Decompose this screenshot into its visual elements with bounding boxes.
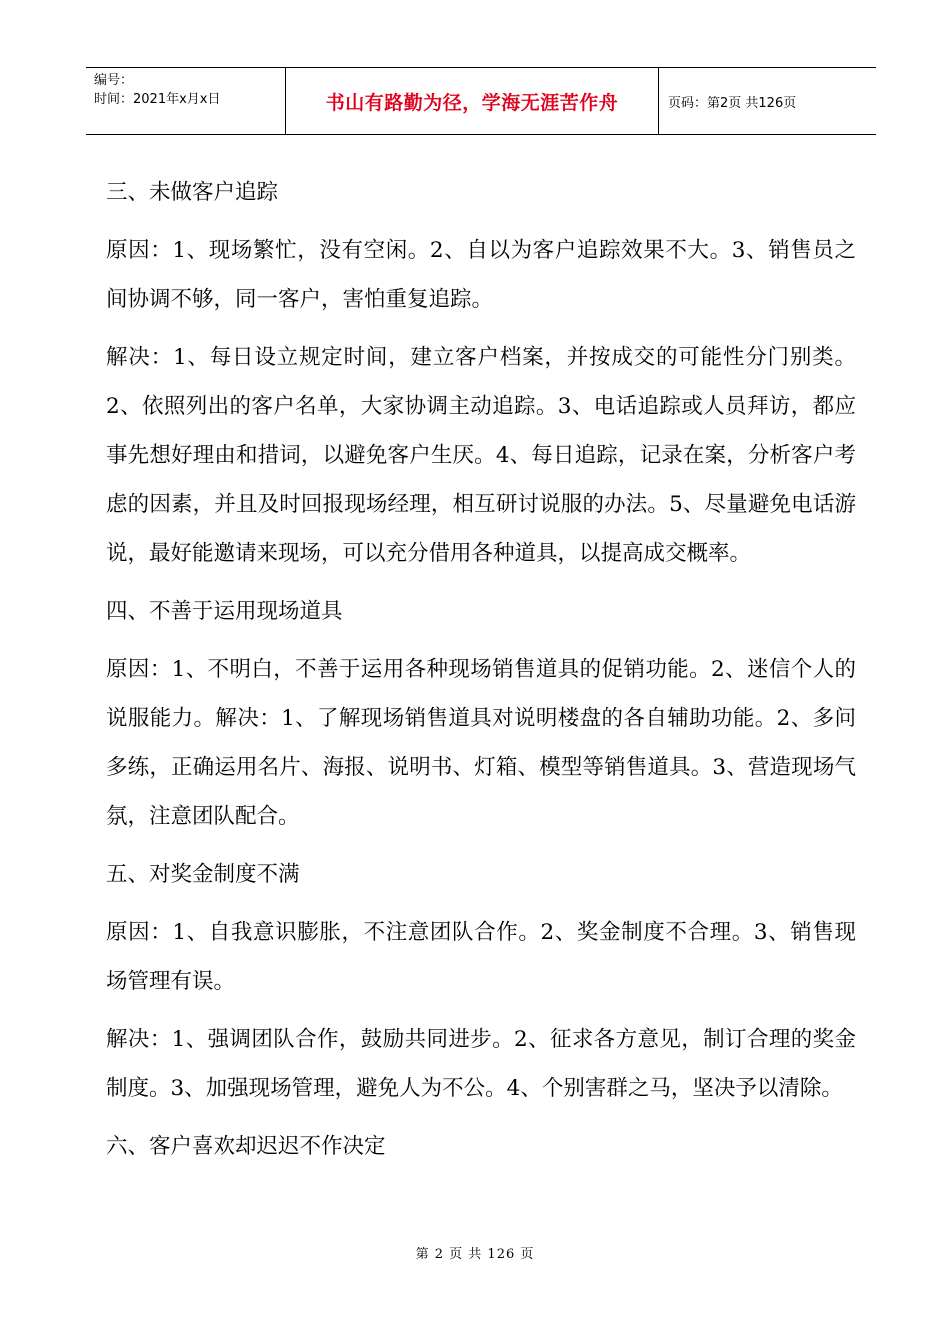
section-heading: 三、未做客户追踪: [106, 180, 279, 205]
section-heading: 四、不善于运用现场道具: [106, 599, 343, 624]
page-header: [86, 67, 876, 135]
serial-label: 编号：: [94, 73, 134, 88]
paragraph: 原因：1、现场繁忙，没有空闲。2、自以为客户追踪效果不大。3、销售员之间协调不够，同一客户，害怕重复追踪。: [106, 238, 856, 312]
time-label: 时间：2021年x月x日: [94, 92, 221, 107]
section-heading: 五、对奖金制度不满: [106, 862, 300, 887]
page-footer: 第 2 页 共 126 页: [415, 1247, 535, 1262]
header-meta: [86, 68, 286, 134]
paragraph: 解决：1、每日设立规定时间，建立客户档案，并按成交的可能性分门别类。2、依照列出的客户名单，大家协调主动追踪。3、电话追踪或人员拜访，都应事先想好理由和措词，以避免客户生厌。4、每日追踪，记录在案，分析客户考虑的因素，并且及时回报现场经理，相互研讨说服的办法。5、尽量避免电话游说，最好能邀请来现场，可以充分借用各种道具，以提高成交概率。: [106, 345, 856, 566]
header-motto: 书山有路勤为径，学海无涯苦作舟: [286, 68, 659, 134]
paragraph: 原因：1、自我意识膨胀，不注意团队合作。2、奖金制度不合理。3、销售现场管理有误。: [106, 920, 856, 994]
document-body: [106, 168, 856, 1180]
paragraph: 解决：1、强调团队合作，鼓励共同进步。2、征求各方意见，制订合理的奖金制度。3、加强现场管理，避免人为不公。4、个别害群之马，坚决予以清除。: [106, 1027, 856, 1101]
paragraph: 原因：1、不明白，不善于运用各种现场销售道具的促销功能。2、迷信个人的说服能力。解决：1、了解现场销售道具对说明楼盘的各自辅助功能。2、多问多练，正确运用名片、海报、说明书、灯箱、模型等销售道具。3、营造现场气氛，注意团队配合。: [106, 657, 856, 829]
header-page-info: 页码：第2页 共126页: [668, 95, 797, 111]
section-heading: 六、客户喜欢却迟迟不作决定: [106, 1134, 386, 1159]
